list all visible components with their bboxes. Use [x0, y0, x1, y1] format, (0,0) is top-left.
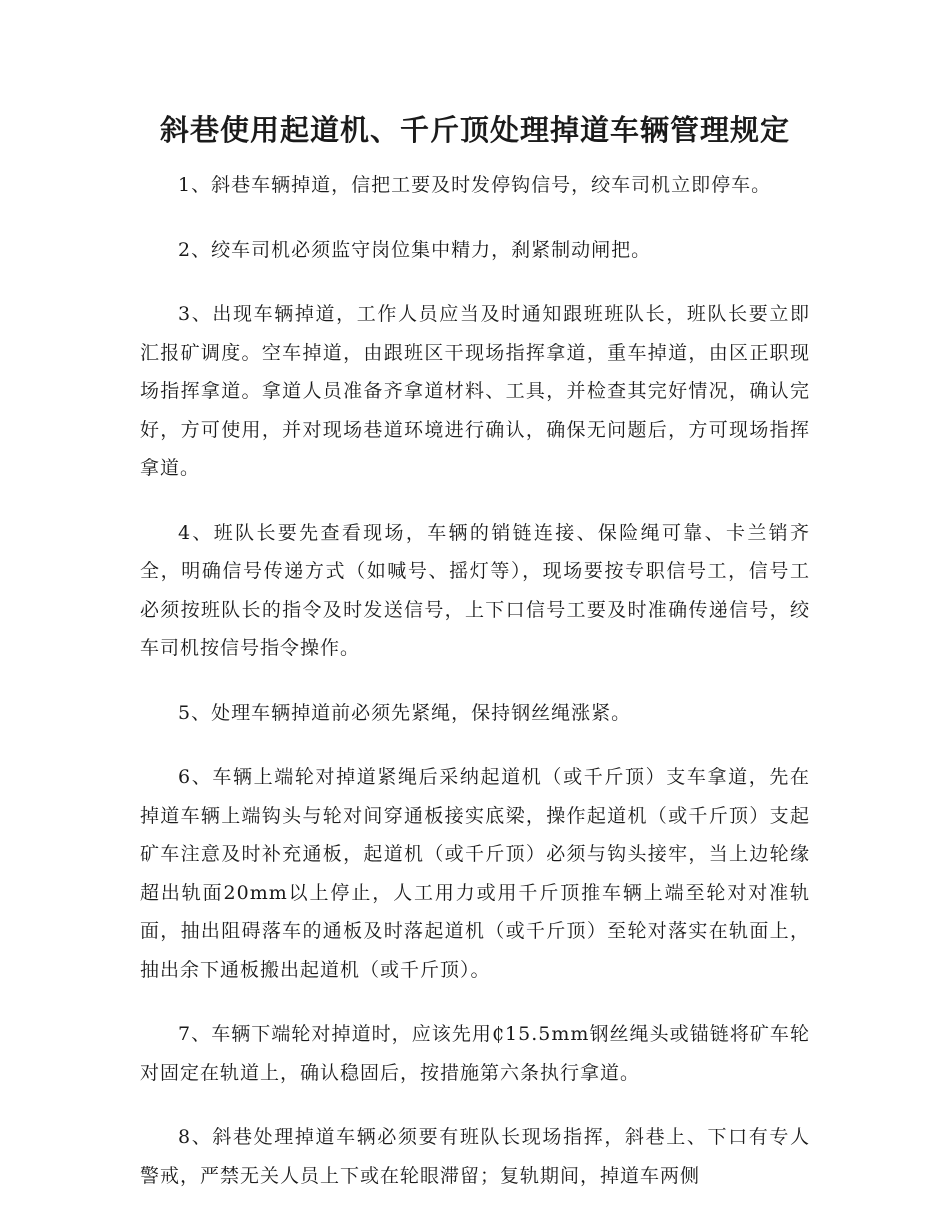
- paragraph-4: 4、班队长要先查看现场，车辆的销链连接、保险绳可靠、卡兰销齐全，明确信号传递方式（如喊号、摇灯等），现场要按专职信号工，信号工必须按班队长的指令及时发送信号，上下口信号工要及时准确传递信号，绞车司机按信号指令操作。: [140, 521, 810, 659]
- paragraph-8: 8、斜巷处理掉道车辆必须要有班队长现场指挥，斜巷上、下口有专人警戒，严禁无关人员上下或在轮眼滞留；复轨期间，掉道车两侧: [140, 1126, 810, 1187]
- document-title: 斜巷使用起道机、千斤顶处理掉道车辆管理规定: [159, 113, 790, 147]
- paragraph-6: 6、车辆上端轮对掉道紧绳后采纳起道机（或千斤顶）支车拿道，先在掉道车辆上端钩头与轮对间穿通板接实底梁，操作起道机（或千斤顶）支起矿车注意及时补充通板，起道机（或千斤顶）必须与钩头接牢，当上边轮缘超出轨面20mm以上停止，人工用力或用千斤顶推车辆上端至轮对对准轨面，抽出阻碍落车的通板及时落起道机（或千斤顶）至轮对落实在轨面上，抽出余下通板搬出起道机（或千斤顶）。: [140, 766, 810, 981]
- paragraph-5: 5、处理车辆掉道前必须先紧绳，保持钢丝绳涨紧。: [178, 701, 632, 724]
- paragraph-7: 7、车辆下端轮对掉道时，应该先用₵15.5mm钢丝绳头或锚链将矿车轮对固定在轨道上，确认稳固后，按措施第六条执行拿道。: [140, 1023, 810, 1084]
- paragraph-1: 1、斜巷车辆掉道，信把工要及时发停钩信号，绞车司机立即停车。: [178, 174, 772, 196]
- document-body: [140, 166, 810, 1221]
- paragraph-2: 2、绞车司机必须监守岗位集中精力，刹紧制动闸把。: [178, 238, 652, 261]
- paragraph-3: 3、出现车辆掉道，工作人员应当及时通知跟班班队长，班队长要立即汇报矿调度。空车掉道，由跟班区干现场指挥拿道，重车掉道，由区正职现场指挥拿道。拿道人员准备齐拿道材料、工具，并检查其完好情况，确认完好，方可使用，并对现场巷道环境进行确认，确保无问题后，方可现场指挥拿道。: [140, 303, 810, 479]
